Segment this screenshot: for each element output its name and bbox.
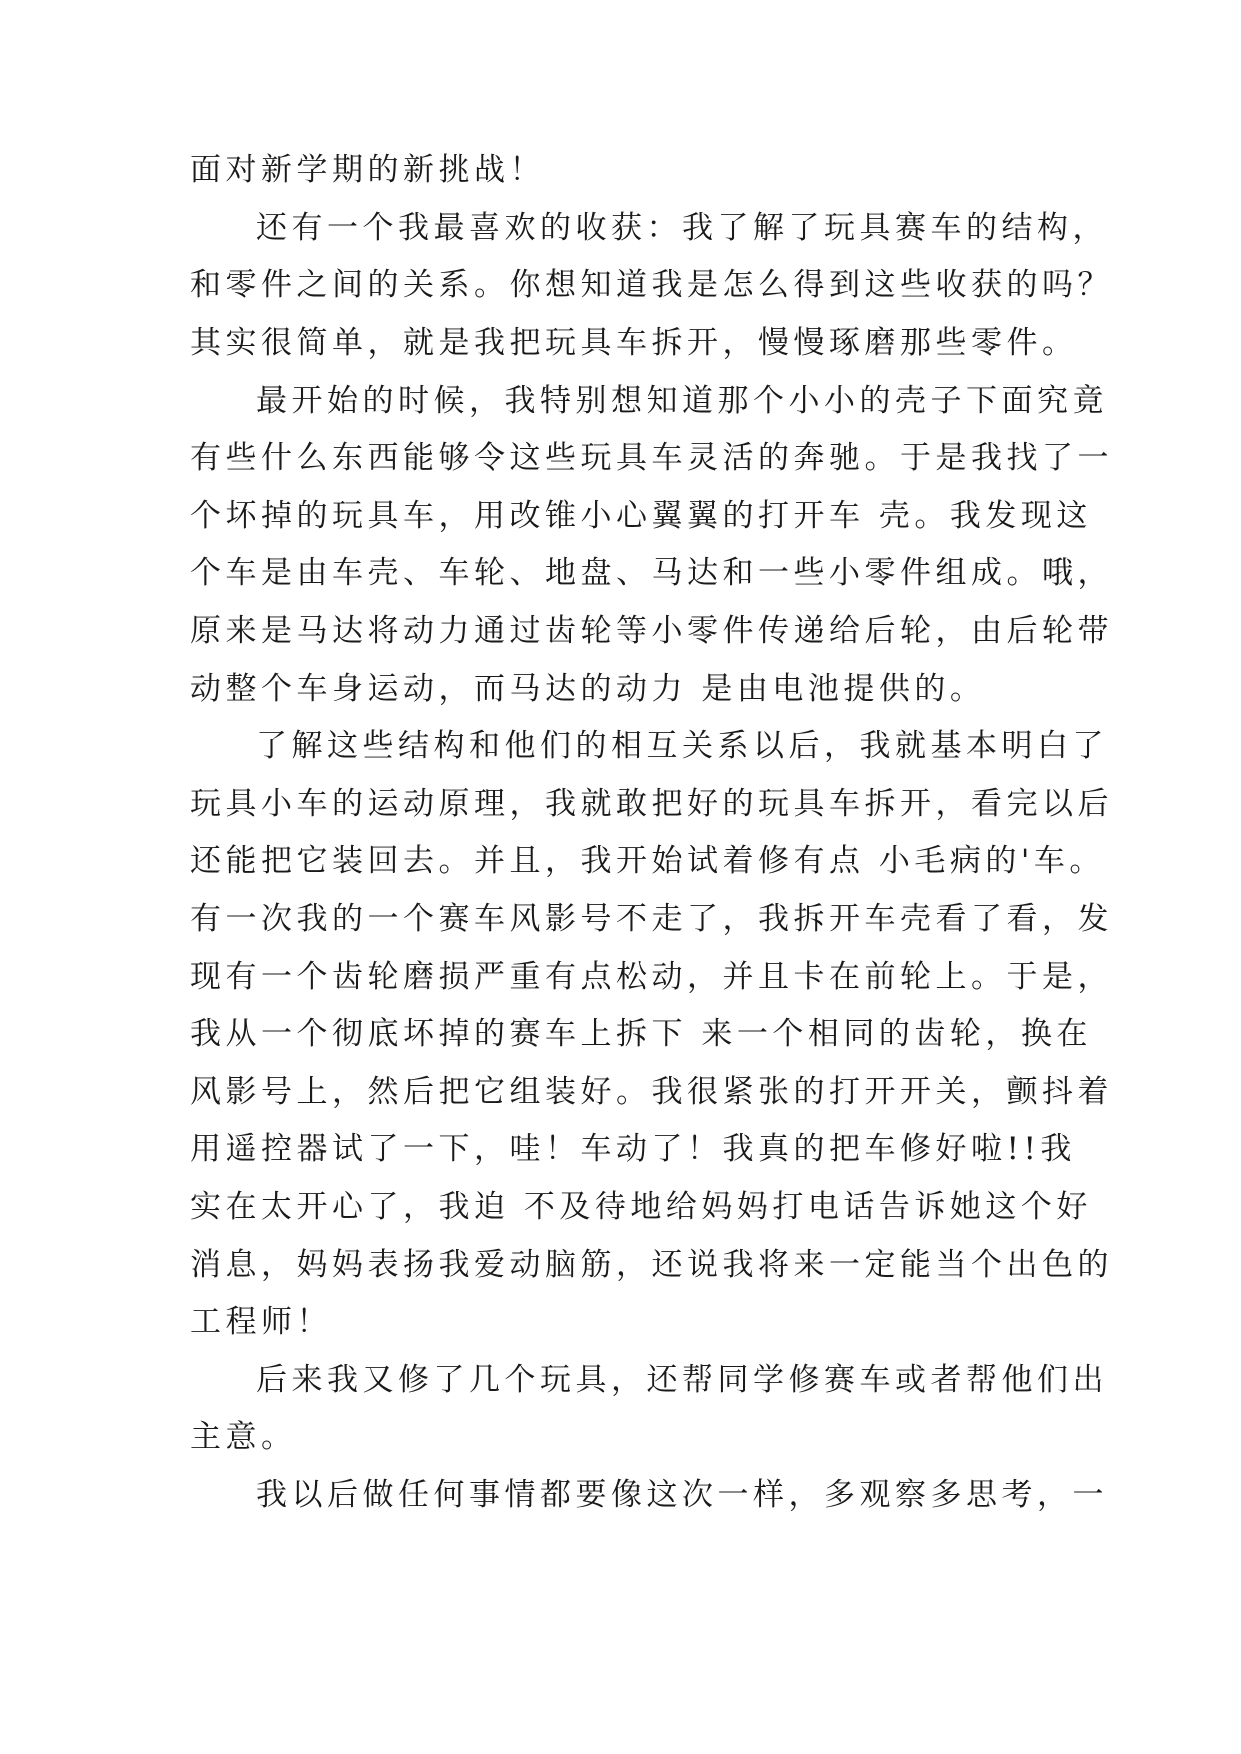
text-line: 和零件之间的关系。你想知道我是怎么得到这些收获的吗？ (190, 267, 1113, 303)
text-line: 玩具小车的运动原理，我就敢把好的玩具车拆开，看完以后 (190, 786, 1113, 822)
text-line: 面对新学期的新挑战！ (190, 152, 545, 188)
text-line: 实在太开心了，我迫 不及待地给妈妈打电话告诉她这个好 (190, 1189, 1092, 1225)
text-line: 个车是由车壳、车轮、地盘、马达和一些小零件组成。哦， (190, 555, 1113, 591)
text-line: 主意。 (190, 1419, 297, 1455)
text-line: 还能把它装回去。并且，我开始试着修有点 小毛病的'车。 (190, 843, 1105, 879)
paragraph-first-line: 我以后做任何事情都要像这次一样，多观察多思考，一 (256, 1477, 1108, 1513)
text-line: 风影号上，然后把它组装好。我很紧张的打开开关，颤抖着 (190, 1074, 1113, 1110)
paragraph-first-line: 还有一个我最喜欢的收获：我了解了玩具赛车的结构， (256, 210, 1108, 246)
paragraph-first-line: 了解这些结构和他们的相互关系以后，我就基本明白了 (256, 728, 1108, 764)
text-line: 我从一个彻底坏掉的赛车上拆下 来一个相同的齿轮，换在 (190, 1016, 1092, 1052)
text-line: 有些什么东西能够令这些玩具车灵活的奔驰。于是我找了一 (190, 440, 1113, 476)
text-line: 现有一个齿轮磨损严重有点松动，并且卡在前轮上。于是， (190, 959, 1113, 995)
text-line: 个坏掉的玩具车，用改锥小心翼翼的打开车 壳。我发现这 (190, 498, 1092, 534)
text-line: 消息，妈妈表扬我爱动脑筋，还说我将来一定能当个出色的 (190, 1247, 1113, 1283)
text-line: 其实很简单，就是我把玩具车拆开，慢慢琢磨那些零件。 (190, 325, 1078, 361)
text-line: 用遥控器试了一下，哇！车动了！我真的把车修好啦!!我 (190, 1131, 1076, 1167)
paragraph-first-line: 最开始的时候，我特别想知道那个小小的壳子下面究竟 (256, 383, 1108, 419)
paragraph-first-line: 后来我又修了几个玩具，还帮同学修赛车或者帮他们出 (256, 1362, 1108, 1398)
text-line: 有一次我的一个赛车风影号不走了，我拆开车壳看了看，发 (190, 901, 1113, 937)
text-line: 原来是马达将动力通过齿轮等小零件传递给后轮，由后轮带 (190, 613, 1113, 649)
text-line: 动整个车身运动，而马达的动力 是由电池提供的。 (190, 671, 986, 707)
text-line: 工程师！ (190, 1304, 332, 1340)
